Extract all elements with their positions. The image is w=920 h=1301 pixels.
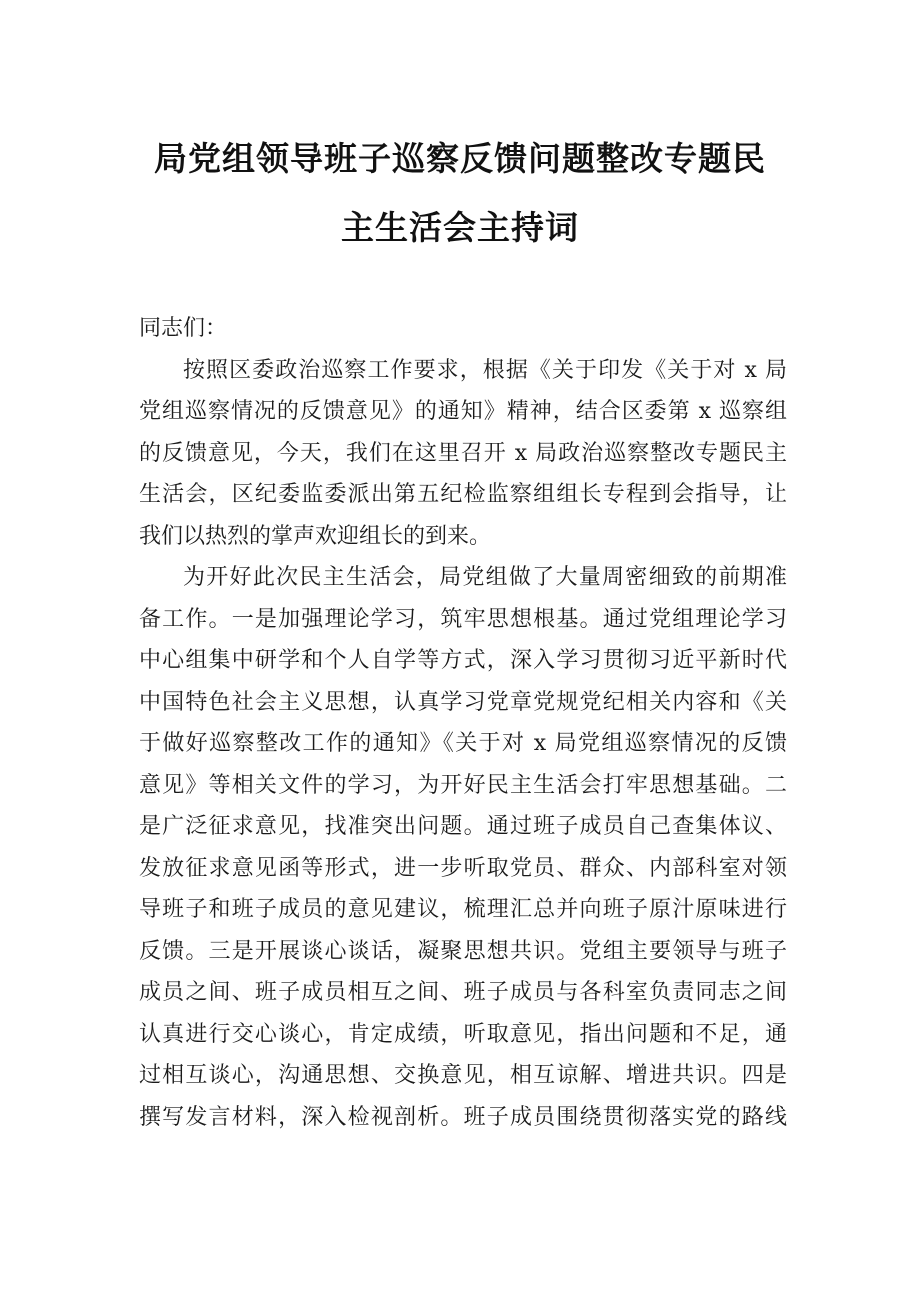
paragraph-line: 备工作。一是加强理论学习，筑牢思想根基。通过党组理论学习 (139, 606, 787, 632)
paragraph-line: 意见》等相关文件的学习，为开好民主生活会打牢思想基础。二 (139, 772, 787, 798)
paragraph-1 (139, 350, 787, 558)
paragraph-line: 撰写发言材料，深入检视剖析。班子成员围绕贯彻落实党的路线 (139, 1104, 787, 1130)
paragraph-line: 为开好此次民主生活会，局党组做了大量周密细致的前期准 (183, 565, 787, 590)
document-title-line-1: 局党组领导班子巡察反馈问题整改专题民 (154, 139, 766, 178)
paragraph-line: 认真进行交心谈心，肯定成绩，听取意见，指出问题和不足，通 (139, 1021, 787, 1047)
paragraph-line: 过相互谈心，沟通思想、交换意见，相互谅解、增进共识。四是 (139, 1063, 787, 1088)
paragraph-line: 生活会，区纪委监委派出第五纪检监察组组长专程到会指导，让 (139, 482, 787, 507)
paragraph-line: 的反馈意见，今天，我们在这里召开 x 局政治巡察整改专题民主 (139, 440, 787, 466)
paragraph-line: 党组巡察情况的反馈意见》的通知》精神，结合区委第 x 巡察组 (139, 399, 787, 424)
paragraph-line: 于做好巡察整改工作的通知》《关于对 x 局党组巡察情况的反馈 (139, 731, 787, 756)
paragraph-line: 导班子和班子成员的意见建议，梳理汇总并向班子原汁原味进行 (139, 897, 787, 922)
document-title-line-2: 主生活会主持词 (341, 208, 579, 247)
paragraph-line: 我们以热烈的掌声欢迎组长的到来。 (139, 523, 492, 549)
paragraph-line: 是广泛征求意见，找准突出问题。通过班子成员自己查集体议、 (139, 814, 787, 839)
paragraph-line: 成员之间、班子成员相互之间、班子成员与各科室负责同志之间 (139, 980, 787, 1005)
paragraph-2 (139, 557, 787, 1138)
paragraph-line: 发放征求意见函等形式，进一步听取党员、群众、内部科室对领 (139, 855, 787, 881)
greeting: 同志们： (139, 316, 228, 341)
document-body (139, 308, 787, 1138)
paragraph-line: 反馈。三是开展谈心谈话，凝聚思想共识。党组主要领导与班子 (139, 938, 787, 964)
paragraph-line: 按照区委政治巡察工作要求，根据《关于印发《关于对 x 局 (183, 357, 787, 383)
paragraph-line: 中国特色社会主义思想，认真学习党章党规党纪相关内容和《关 (139, 689, 787, 715)
paragraph-line: 中心组集中研学和个人自学等方式，深入学习贯彻习近平新时代 (139, 648, 787, 673)
